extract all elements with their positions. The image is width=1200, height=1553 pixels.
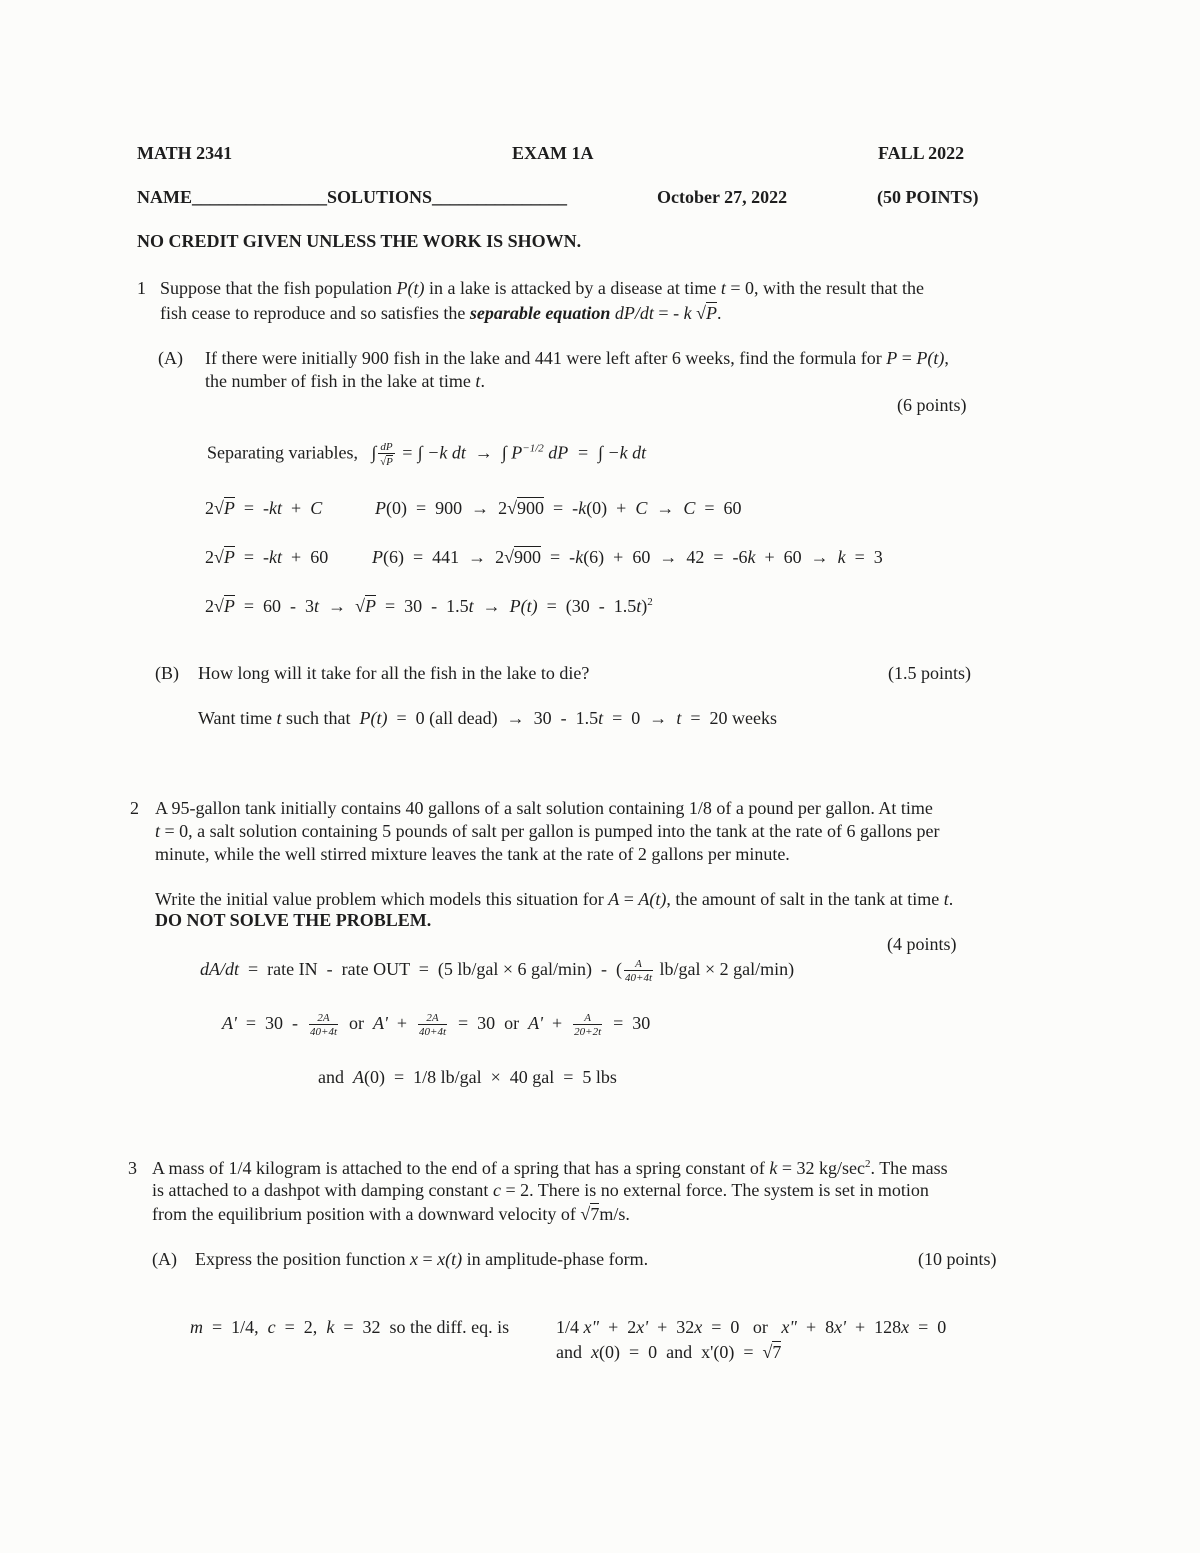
text-run: 2√ — [205, 498, 224, 518]
text-run: + 8 — [796, 1317, 835, 1337]
text-run: (0) = 900 → 2√ — [386, 498, 518, 518]
part-3a-question — [195, 1248, 648, 1270]
solution-general-form — [205, 497, 322, 519]
part-1b-points: (1.5 points) — [888, 663, 971, 683]
text-run: . — [948, 889, 954, 909]
radicand: 7 — [772, 1342, 782, 1362]
text-run: = 32 so the diff. eq. is — [334, 1317, 510, 1337]
math-variable: kt — [269, 547, 283, 567]
solution-final-formula — [205, 595, 653, 617]
initial-conditions — [556, 1341, 781, 1363]
fraction — [624, 958, 653, 984]
exponent: 2 — [865, 1158, 871, 1170]
math-variable: A(t) — [638, 889, 667, 909]
question-2-line-3: minute, while the well stirred mixture leaves the tank at the rate of 2 gallons per minute. — [155, 844, 790, 864]
emphasis-term: separable equation — [469, 303, 611, 323]
math-variable: x — [409, 1249, 418, 1269]
text-run: = 3 — [845, 547, 883, 567]
text-run: = 1/4, — [203, 1317, 268, 1337]
fraction — [573, 1012, 602, 1038]
exponent: −1/2 — [522, 442, 544, 455]
text-run: ) — [641, 596, 648, 616]
course-code: MATH 2341 — [137, 143, 233, 163]
exam-term: FALL 2022 — [878, 143, 965, 163]
text-run: Write the initial value problem which models this situation for — [155, 889, 609, 909]
text-run: = 32 kg/sec — [777, 1158, 866, 1178]
math-variable: t — [943, 889, 949, 909]
text-run: = rate IN - rate OUT = (5 lb/gal × 6 gal/min) - ( — [239, 959, 623, 980]
text-run: 2√ — [205, 547, 224, 567]
text-run: + — [282, 498, 311, 518]
question-2-line-1: A 95-gallon tank initially contains 40 gallons of a salt solution containing 1/8 of a pound per gallon. At time — [155, 798, 933, 818]
name-line: NAME_______________SOLUTIONS_______________ — [137, 187, 568, 207]
math-variable: C — [635, 498, 648, 518]
math-expression: dP = ∫ −k dt — [543, 442, 647, 463]
fraction-numerator: A — [573, 1012, 602, 1025]
text-run: = - — [234, 547, 270, 567]
text-run: = 0 — [909, 1317, 947, 1337]
math-variable: k — [578, 498, 587, 518]
question-1-line-1 — [160, 277, 924, 299]
radicand: P — [223, 596, 235, 616]
math-variable: A' — [373, 1013, 388, 1034]
solution-with-constant — [205, 546, 328, 568]
rate-equation — [200, 958, 794, 984]
solution-find-k — [372, 546, 883, 568]
math-variable: t — [676, 708, 682, 728]
radicand: P — [705, 303, 717, 323]
text-run: = (30 - 1.5 — [537, 596, 637, 616]
question-2-points: (4 points) — [887, 934, 957, 954]
math-variable: x(t) — [437, 1249, 463, 1269]
part-1a-line-2 — [205, 370, 485, 392]
fraction — [378, 441, 394, 468]
text-run: = 2, — [275, 1317, 327, 1337]
text-run: in a lake is attacked by a disease at time — [424, 278, 721, 298]
question-3-line-2 — [152, 1179, 929, 1201]
question-2-number: 2 — [130, 798, 139, 818]
fraction-numerator: 2A — [309, 1012, 338, 1025]
text-run: = 2. There is no external force. The system is set in motion — [500, 1180, 929, 1200]
fraction-denominator: 40+4t — [419, 1026, 446, 1038]
math-variable: P — [372, 547, 383, 567]
part-1b-answer — [198, 707, 777, 729]
text-run: and — [318, 1067, 353, 1087]
text-run: in amplitude-phase form. — [462, 1249, 649, 1269]
math-variable: t — [598, 708, 604, 728]
text-run: + 128 — [845, 1317, 902, 1337]
text-run: = 30 — [604, 1013, 651, 1034]
math-variable: A' — [222, 1013, 237, 1034]
part-3a-points: (10 points) — [918, 1249, 997, 1269]
text-run: + 60 → — [755, 547, 838, 567]
math-variable: k — [837, 547, 846, 567]
spring-parameters — [190, 1316, 509, 1338]
text-run: = 0 or — [702, 1317, 782, 1337]
math-variable: P(t) — [509, 596, 538, 616]
math-variable: dA/dt — [200, 959, 239, 980]
text-run: . — [480, 371, 485, 391]
total-points: (50 POINTS) — [877, 187, 979, 207]
fraction-numerator: 2A — [418, 1012, 447, 1025]
part-1a-points: (6 points) — [897, 395, 967, 415]
math-variable: t — [314, 596, 320, 616]
solution-separation-step — [207, 441, 646, 468]
text-run: = 60 — [695, 498, 742, 518]
question-2-line-4 — [155, 888, 953, 910]
part-1a-line-1 — [205, 347, 949, 369]
text-run: + — [387, 1013, 417, 1034]
text-run: such that — [281, 708, 360, 728]
credit-notice: NO CREDIT GIVEN UNLESS THE WORK IS SHOWN. — [137, 231, 582, 251]
text-run: is attached to a dashpot with damping constant — [152, 1180, 493, 1200]
text-run: + 2 — [599, 1317, 637, 1337]
text-run: + — [543, 1013, 572, 1034]
integral-sign: ∫ — [371, 442, 377, 463]
part-1b-label: (B) — [155, 663, 179, 683]
text-run: (0) = 1/8 lb/gal × 40 gal = 5 lbs — [364, 1067, 617, 1087]
text-run: = 30 - — [236, 1013, 308, 1034]
question-1-number: 1 — [137, 278, 146, 298]
text-run: = — [897, 348, 917, 368]
radicand: P — [364, 596, 376, 616]
text-run: + 32 — [648, 1317, 695, 1337]
part-1b-question: How long will it take for all the fish in the lake to die? — [198, 663, 590, 683]
text-run: + 60 — [282, 547, 329, 567]
math-variable: x — [901, 1317, 910, 1337]
radical-sign: √ — [691, 303, 706, 323]
text-run: → √ — [319, 596, 365, 616]
text-run: → — [647, 498, 684, 518]
radicand: P — [386, 456, 393, 468]
math-variable: t — [720, 278, 726, 298]
text-run: (0) = 0 and x'(0) = √ — [599, 1342, 773, 1362]
fraction-denominator: 40+4t — [310, 1026, 337, 1038]
radicand: P — [223, 498, 235, 518]
part-1a-label: (A) — [158, 348, 183, 368]
text-run: Suppose that the fish population — [160, 278, 397, 298]
math-variable: m — [190, 1317, 203, 1337]
question-3-line-1 — [152, 1157, 948, 1179]
math-variable: P(t) — [359, 708, 388, 728]
math-variable: x' — [834, 1317, 846, 1337]
math-variable: x' — [636, 1317, 649, 1337]
text-run: A mass of 1/4 kilogram is attached to the end of a spring that has a spring constant of — [152, 1158, 770, 1178]
radicand: 900 — [514, 547, 542, 567]
text-run: = 30 - 1.5 — [375, 596, 469, 616]
radicand: P — [223, 547, 235, 567]
math-variable: P — [886, 348, 898, 368]
text-run: = 0 → — [603, 708, 677, 728]
math-variable: k — [683, 303, 692, 323]
text-run: → — [473, 596, 510, 616]
text-run: (6) = 441 → 2√ — [383, 547, 515, 567]
math-variable: kt — [269, 498, 283, 518]
question-1-line-2 — [160, 302, 721, 324]
math-variable: k — [326, 1317, 335, 1337]
text-run: , — [944, 348, 949, 368]
question-2-line-2 — [155, 820, 940, 842]
fraction — [418, 1012, 447, 1038]
ode-forms — [222, 1012, 650, 1038]
math-variable: x — [591, 1342, 599, 1362]
text-run: lb/gal × 2 gal/min) — [655, 959, 795, 980]
text-run: m/s. — [599, 1204, 630, 1224]
text-run: fish cease to reproduce and so satisfies the — [160, 303, 470, 323]
math-variable: P — [375, 498, 386, 518]
text-run: = 0, with the result that the — [725, 278, 924, 298]
math-variable: t — [468, 596, 474, 616]
radicand: 900 — [517, 498, 545, 518]
fraction-denominator — [378, 454, 394, 468]
text-run: from the equilibrium position with a downward velocity of √ — [152, 1204, 591, 1224]
math-expression: = ∫ −k dt → ∫ P — [396, 442, 523, 463]
fraction-numerator: dP — [380, 441, 393, 453]
initial-condition — [318, 1066, 617, 1088]
text-run: = - — [653, 303, 684, 323]
text-run: . — [716, 303, 722, 323]
fraction-denominator: 20+2t — [574, 1026, 602, 1038]
text-run: and — [556, 1342, 591, 1362]
text-run: Express the position function — [195, 1249, 410, 1269]
fraction — [309, 1012, 338, 1038]
math-variable: c — [267, 1317, 276, 1337]
math-variable: t — [155, 821, 161, 841]
math-variable: t — [636, 596, 642, 616]
text-run: . The mass — [870, 1158, 948, 1178]
text-run: , the amount of salt in the tank at time — [666, 889, 944, 909]
part-3a-label: (A) — [152, 1249, 177, 1269]
text-run: or — [340, 1013, 373, 1034]
text-run: Separating variables, — [207, 442, 372, 463]
question-3-number: 3 — [128, 1158, 137, 1178]
text-run: = 20 weeks — [681, 708, 777, 728]
text-run: = - — [541, 547, 576, 567]
math-variable: P(t) — [396, 278, 425, 298]
math-variable: k — [747, 547, 756, 567]
math-variable: C — [310, 498, 323, 518]
math-variable: c — [492, 1180, 501, 1200]
exam-title: EXAM 1A — [512, 143, 594, 163]
exponent: 2 — [647, 596, 653, 608]
math-variable: A — [353, 1067, 364, 1087]
do-not-solve-notice: DO NOT SOLVE THE PROBLEM. — [155, 910, 432, 930]
text-run: = 0 (all dead) → 30 - 1.5 — [387, 708, 599, 728]
text-run: 2√ — [205, 596, 224, 616]
math-variable: t — [475, 371, 481, 391]
text-run: (0) + — [586, 498, 636, 518]
exam-date: October 27, 2022 — [657, 187, 788, 207]
text-run: = — [417, 1249, 438, 1269]
math-variable: dP/dt — [614, 303, 654, 323]
math-variable: A — [608, 889, 620, 909]
text-run: 1/4 — [556, 1317, 584, 1337]
math-variable: x" — [583, 1317, 600, 1337]
fraction-denominator: 40+4t — [625, 972, 653, 984]
math-variable: x" — [781, 1317, 797, 1337]
math-variable: k — [575, 547, 584, 567]
text-run: the number of fish in the lake at time — [205, 371, 476, 391]
fraction-numerator: A — [624, 958, 653, 971]
math-variable: x — [694, 1317, 703, 1337]
text-run: = 0, a salt solution containing 5 pounds of salt per gallon is pumped into the tank at the rate of 6 gallons per — [160, 821, 940, 841]
math-variable: P(t) — [916, 348, 945, 368]
text-run: = - — [234, 498, 270, 518]
text-run: = 30 or — [449, 1013, 529, 1034]
text-run: If there were initially 900 fish in the lake and 441 were left after 6 weeks, find the formula for — [205, 348, 887, 368]
radicand: 7 — [590, 1204, 600, 1224]
text-run: = 60 - 3 — [234, 596, 315, 616]
math-variable: A' — [528, 1013, 544, 1034]
solution-find-constant — [375, 497, 742, 519]
math-variable: C — [683, 498, 696, 518]
text-run: = - — [544, 498, 579, 518]
math-variable: t — [276, 708, 282, 728]
radical-sign: √ — [380, 456, 387, 468]
math-variable: k — [769, 1158, 778, 1178]
text-run: Want time — [198, 708, 277, 728]
text-run: (6) + 60 → 42 = -6 — [583, 547, 748, 567]
question-3-line-3 — [152, 1203, 630, 1225]
text-run: = — [619, 889, 639, 909]
differential-equation — [556, 1316, 946, 1338]
